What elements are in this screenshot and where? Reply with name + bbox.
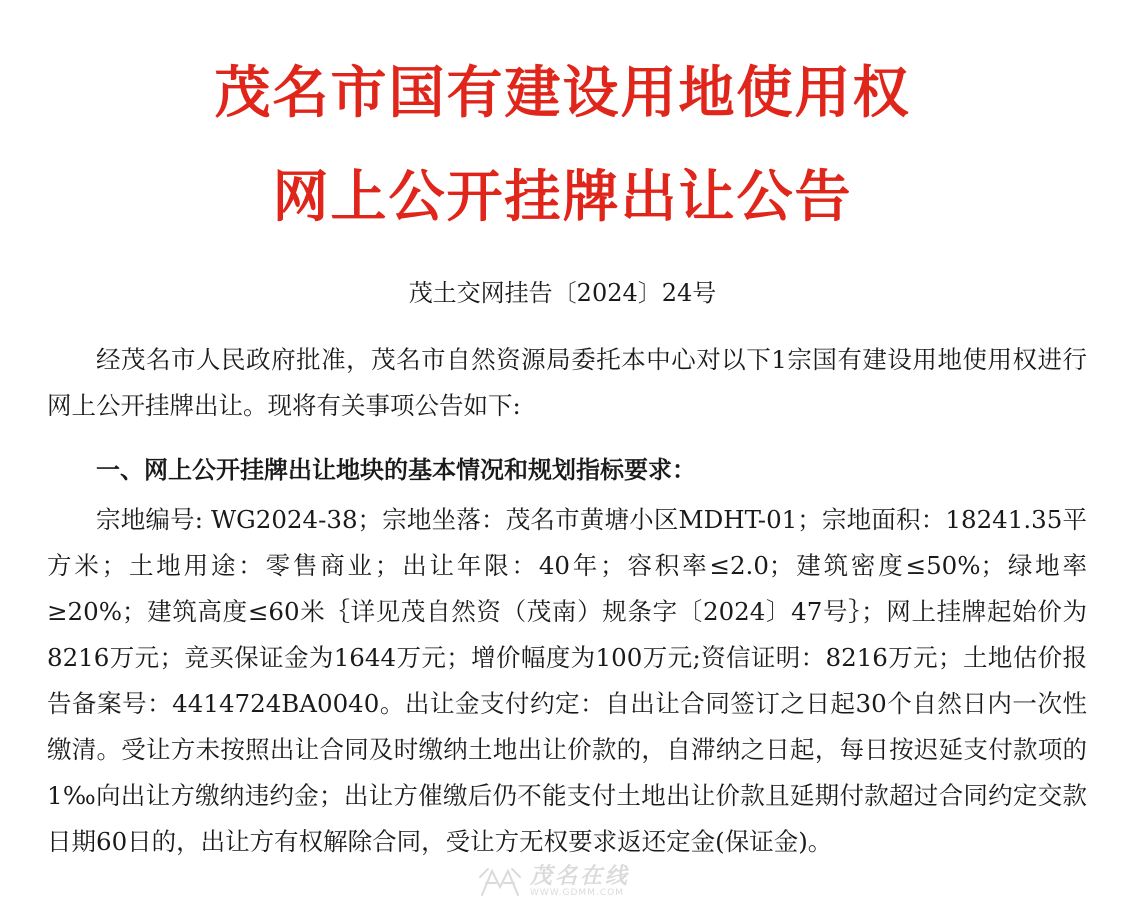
- section-1-heading: 一、网上公开挂牌出让地块的基本情况和规划指标要求：: [96, 456, 696, 484]
- site-watermark: [478, 862, 630, 902]
- announcement-title-line-1: 茂名市国有建设用地使用权: [214, 61, 911, 126]
- watermark-brand-text: 茂名在线: [530, 863, 631, 889]
- section-1-body-paragraph: 宗地编号: WG2024-38；宗地坐落：茂名市黄塘小区MDHT-01；宗地面积：18241.35平方米；土地用途：零售商业；出让年限：40年；容积率≤2.0；建筑密度≤50%；绿地率≥20%；建筑高度≤60米｛详见茂自然资（茂南）规条字〔2024〕47号｝；网上挂牌起始价为8216万元；竞买保证金为1644万元；增价幅度为100万元;资信证明：8216万元；土地估价报告备案号：4414724BA0040。出让金支付约定：自出让合同签订之日起30个自然日内一次性缴清。受让方未按照出让合同及时缴纳土地出让价款的，自滞纳之日起，每日按迟延支付款项的1‰向出让方缴纳违约金；出让方催缴后仍不能支付土地出让价款且延期付款超过合同约定交款日期60日的，出让方有权解除合同，受让方无权要求返还定金(保证金)。: [47, 505, 1087, 856]
- watermark-logo-icon: [478, 865, 522, 899]
- document-number: 茂土交网挂告〔2024〕24号: [408, 279, 717, 307]
- announcement-title-line-2: 网上公开挂牌出让公告: [272, 165, 853, 230]
- intro-paragraph: 经茂名市人民政府批准，茂名市自然资源局委托本中心对以下1宗国有建设用地使用权进行网上公开挂牌出让。现将有关事项公告如下:: [47, 345, 1087, 420]
- watermark-url-text: WWW.GDMM.COM: [530, 887, 624, 898]
